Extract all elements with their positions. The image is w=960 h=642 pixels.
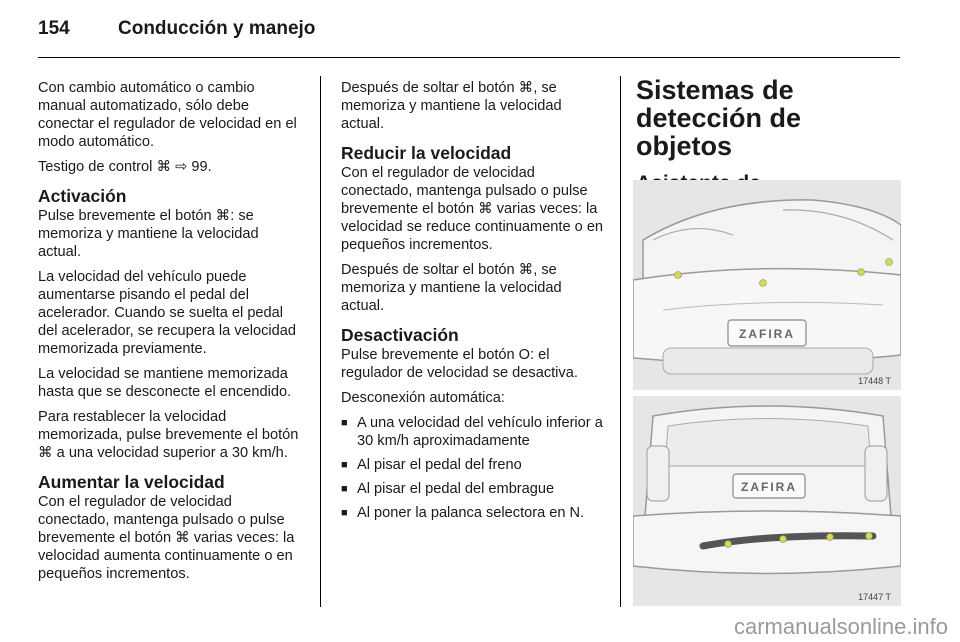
paragraph: Después de soltar el botón ⌘, se memoriza y mantiene la velocidad actual. (341, 262, 562, 314)
paragraph: Pulse brevemente el botón O: el regulador de velocidad se desactiva. (341, 347, 578, 381)
header-rule (38, 57, 900, 58)
section-heading-desactivacion: Desactivación (341, 325, 459, 345)
paragraph: Con cambio automático o cambio manual automatizado, sólo debe conectar el regulador de velocidad en el modo automático. (38, 80, 297, 150)
rear-car-illustration (633, 396, 901, 606)
figure-code: 17447 T (858, 592, 891, 602)
section-heading-activacion: Activación (38, 186, 127, 206)
section-heading-reducir: Reducir la velocidad (341, 143, 512, 163)
paragraph: Testigo de control ⌘ ⇨ 99. (38, 159, 212, 175)
paragraph: La velocidad se mantiene memorizada hasta que se desconecte el encendido. (38, 366, 292, 400)
section-heading-aumentar: Aumentar la velocidad (38, 472, 225, 492)
front-car-illustration (633, 180, 901, 390)
main-heading: Sistemas de detección de objetos (636, 75, 802, 161)
figure-code: 17448 T (858, 376, 891, 386)
figure-front-bumper (633, 180, 901, 390)
list-item: ■ Al poner la palanca selectora en N. (341, 504, 607, 522)
paragraph: La velocidad del vehículo puede aumentarse pisando el pedal del acelerador. Cuando se suelta el pedal del acelerador, se recupera la velocidad memorizada previamente. (38, 269, 296, 357)
figure-rear-bumper (633, 396, 901, 606)
page-number: 154 (38, 18, 70, 39)
page-header (38, 14, 900, 58)
list-item: ■ A una velocidad del vehículo inferior a 30 km/h aproximadamente (341, 414, 607, 450)
column-1 (38, 79, 304, 590)
bullet-list (341, 414, 607, 522)
paragraph: Después de soltar el botón ⌘, se memoriza y mantiene la velocidad actual. (341, 80, 562, 132)
paragraph: Con el regulador de velocidad conectado, mantenga pulsado o pulse brevemente el botón ⌘ varias veces: la velocidad se reduce continuamente o en pequeños incrementos. (341, 165, 604, 253)
list-item: ■ Al pisar el pedal del embrague (341, 480, 607, 498)
paragraph: Con el regulador de velocidad conectado, mantenga pulsado o pulse brevemente el botón ⌘ varias veces: la velocidad aumenta continuamente o en pequeños incrementos. (38, 494, 295, 582)
plate-text: ZAFIRA (739, 327, 795, 341)
column-divider (620, 76, 621, 607)
paragraph: Para restablecer la velocidad memorizada, pulse brevemente el botón ⌘ a una velocidad superior a 30 km/h. (38, 409, 299, 461)
watermark: carmanualsonline.info (733, 614, 948, 639)
page-title: Conducción y manejo (118, 18, 316, 39)
list-item: ■ Al pisar el pedal del freno (341, 456, 607, 474)
paragraph: Desconexión automática: (341, 390, 505, 406)
column-divider (320, 76, 321, 607)
plate-text: ZAFIRA (741, 480, 797, 494)
paragraph: Pulse brevemente el botón ⌘: se memoriza y mantiene la velocidad actual. (38, 208, 259, 260)
column-2 (341, 79, 607, 528)
